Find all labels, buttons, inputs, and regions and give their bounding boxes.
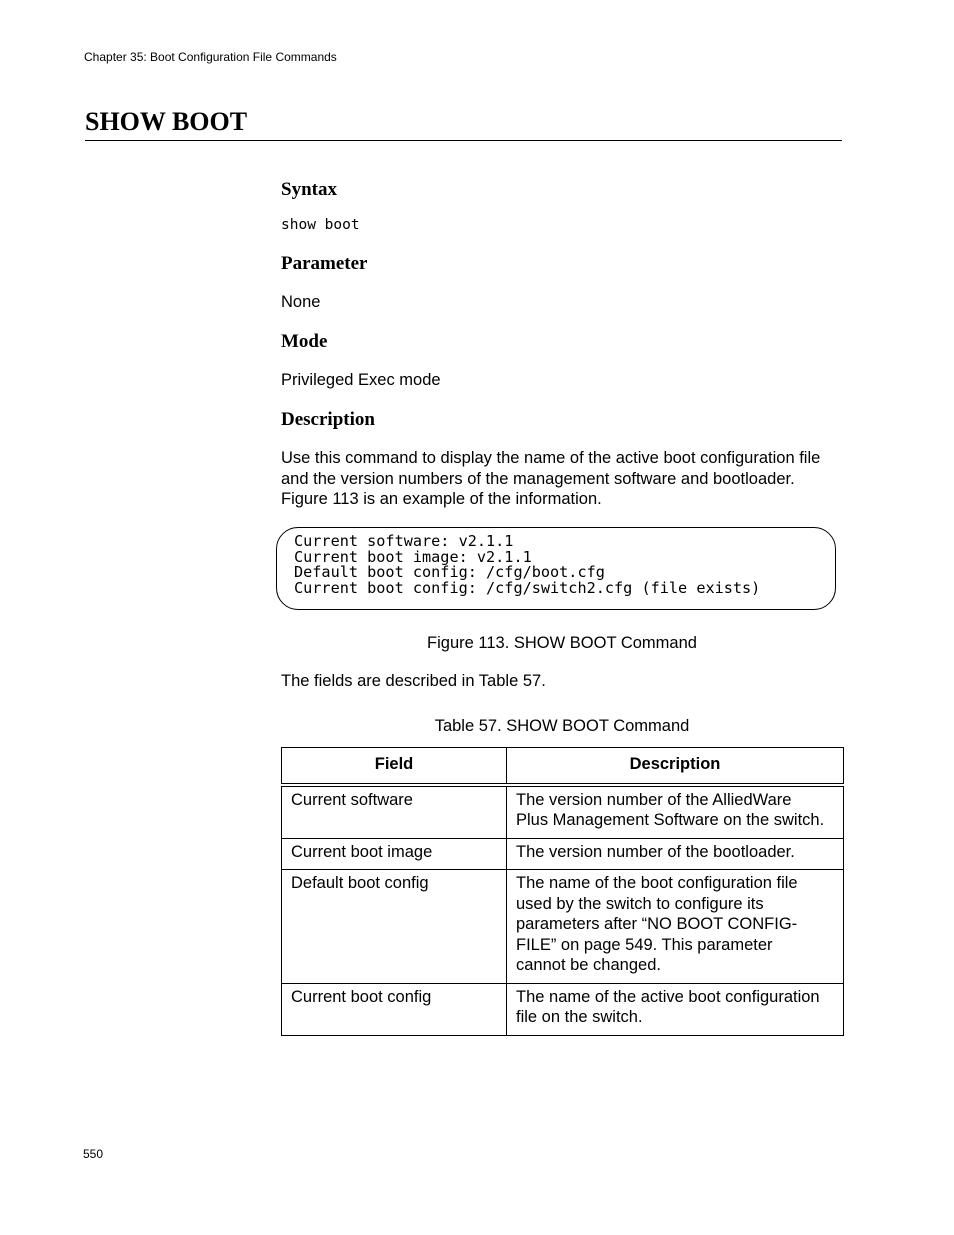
description-cell-line: file on the switch. bbox=[516, 1008, 643, 1026]
table-row bbox=[282, 785, 844, 839]
description-cell-line: Plus Management Software on the switch. bbox=[516, 811, 825, 829]
table-header-row bbox=[282, 748, 844, 785]
description-cell-line: The version number of the AlliedWare bbox=[516, 790, 792, 809]
code-line: Current boot config: /cfg/switch2.cfg (file exists) bbox=[294, 578, 761, 597]
field-cell: Current boot config bbox=[282, 983, 507, 1035]
running-header: Chapter 35: Boot Configuration File Commands bbox=[84, 50, 337, 64]
description-line: Figure 113 is an example of the information. bbox=[281, 490, 602, 508]
description-cell-line: FILE” on page 549. This parameter bbox=[516, 935, 773, 954]
description-cell bbox=[507, 838, 844, 870]
description-paragraph bbox=[281, 448, 820, 510]
figure-caption: Figure 113. SHOW BOOT Command bbox=[427, 634, 697, 652]
column-header-description: Description bbox=[507, 748, 844, 785]
description-cell bbox=[507, 870, 844, 984]
description-cell-line: cannot be changed. bbox=[516, 956, 661, 974]
field-cell: Current boot image bbox=[282, 838, 507, 870]
description-cell-line: parameters after “NO BOOT CONFIG- bbox=[516, 915, 798, 933]
table-row bbox=[282, 838, 844, 870]
field-cell: Current software bbox=[282, 785, 507, 839]
column-header-field: Field bbox=[282, 748, 507, 785]
description-cell-line: The name of the active boot configuration bbox=[516, 987, 820, 1006]
title-rule bbox=[85, 140, 842, 141]
mode-text: Privileged Exec mode bbox=[281, 371, 441, 389]
code-line: Current boot image: v2.1.1 bbox=[294, 547, 532, 566]
parameter-text: None bbox=[281, 293, 321, 311]
description-cell bbox=[507, 983, 844, 1035]
description-cell-line: used by the switch to configure its bbox=[516, 894, 764, 913]
description-cell-line: The version number of the bootloader. bbox=[516, 842, 795, 861]
description-line: Use this command to display the name of the active boot configuration file bbox=[281, 449, 821, 467]
code-example-box bbox=[276, 527, 836, 610]
syntax-command: show boot bbox=[281, 217, 360, 233]
description-heading: Description bbox=[281, 409, 375, 430]
syntax-heading: Syntax bbox=[281, 179, 337, 200]
description-line: and the version numbers of the management software and bootloader. bbox=[281, 469, 795, 488]
fields-intro: The fields are described in Table 57. bbox=[281, 672, 546, 690]
fields-table bbox=[281, 747, 844, 1036]
mode-heading: Mode bbox=[281, 331, 328, 352]
table-row bbox=[282, 983, 844, 1035]
page-title: SHOW BOOT bbox=[85, 107, 248, 136]
parameter-heading: Parameter bbox=[281, 253, 368, 274]
field-cell: Default boot config bbox=[282, 870, 507, 984]
description-cell bbox=[507, 785, 844, 839]
page-number: 550 bbox=[83, 1147, 104, 1161]
code-line: Default boot config: /cfg/boot.cfg bbox=[294, 563, 605, 581]
description-cell-line: The name of the boot configuration file bbox=[516, 874, 798, 892]
code-line: Current software: v2.1.1 bbox=[294, 532, 514, 550]
table-row bbox=[282, 870, 844, 984]
table-caption: Table 57. SHOW BOOT Command bbox=[434, 717, 690, 735]
